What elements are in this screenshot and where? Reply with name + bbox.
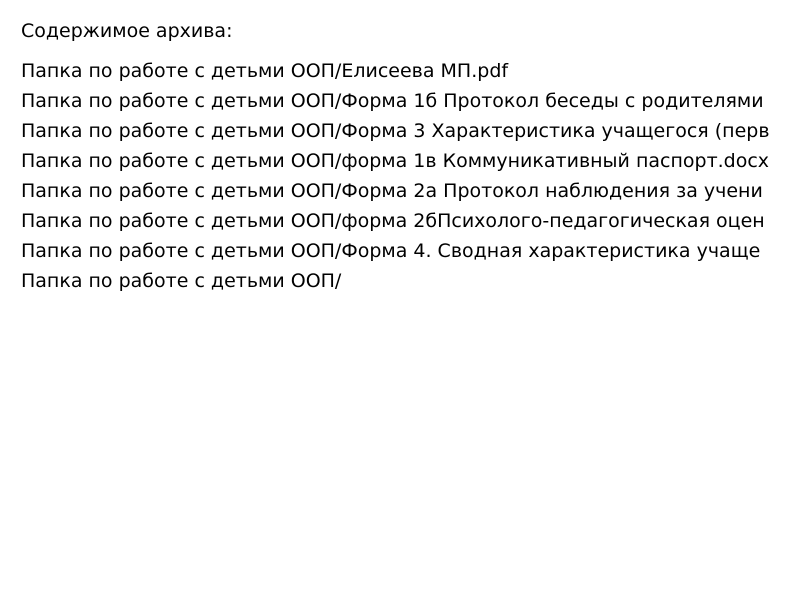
- archive-entry-list: [21, 56, 800, 296]
- archive-entry: Папка по работе с детьми ООП/Форма 2а Протокол наблюдения за учени: [21, 180, 763, 202]
- archive-listing: [0, 0, 800, 296]
- archive-entry: Папка по работе с детьми ООП/форма 1в Коммуникативный паспорт.docx: [21, 150, 770, 172]
- archive-entry: Папка по работе с детьми ООП/Форма 3 Характеристика учащегося (перв: [21, 120, 770, 142]
- archive-entry: Папка по работе с детьми ООП/: [21, 270, 342, 292]
- archive-entry: Папка по работе с детьми ООП/Форма 1б Протокол беседы с родителями: [21, 90, 764, 112]
- archive-entry: Папка по работе с детьми ООП/форма 2бПсихолого-педагогическая оцен: [21, 210, 765, 232]
- archive-entry: Папка по работе с детьми ООП/Форма 4. Сводная характеристика учаще: [21, 240, 761, 262]
- archive-contents-heading: Содержимое архива:: [21, 20, 233, 42]
- archive-entry: Папка по работе с детьми ООП/Елисеева МП.pdf: [21, 60, 509, 82]
